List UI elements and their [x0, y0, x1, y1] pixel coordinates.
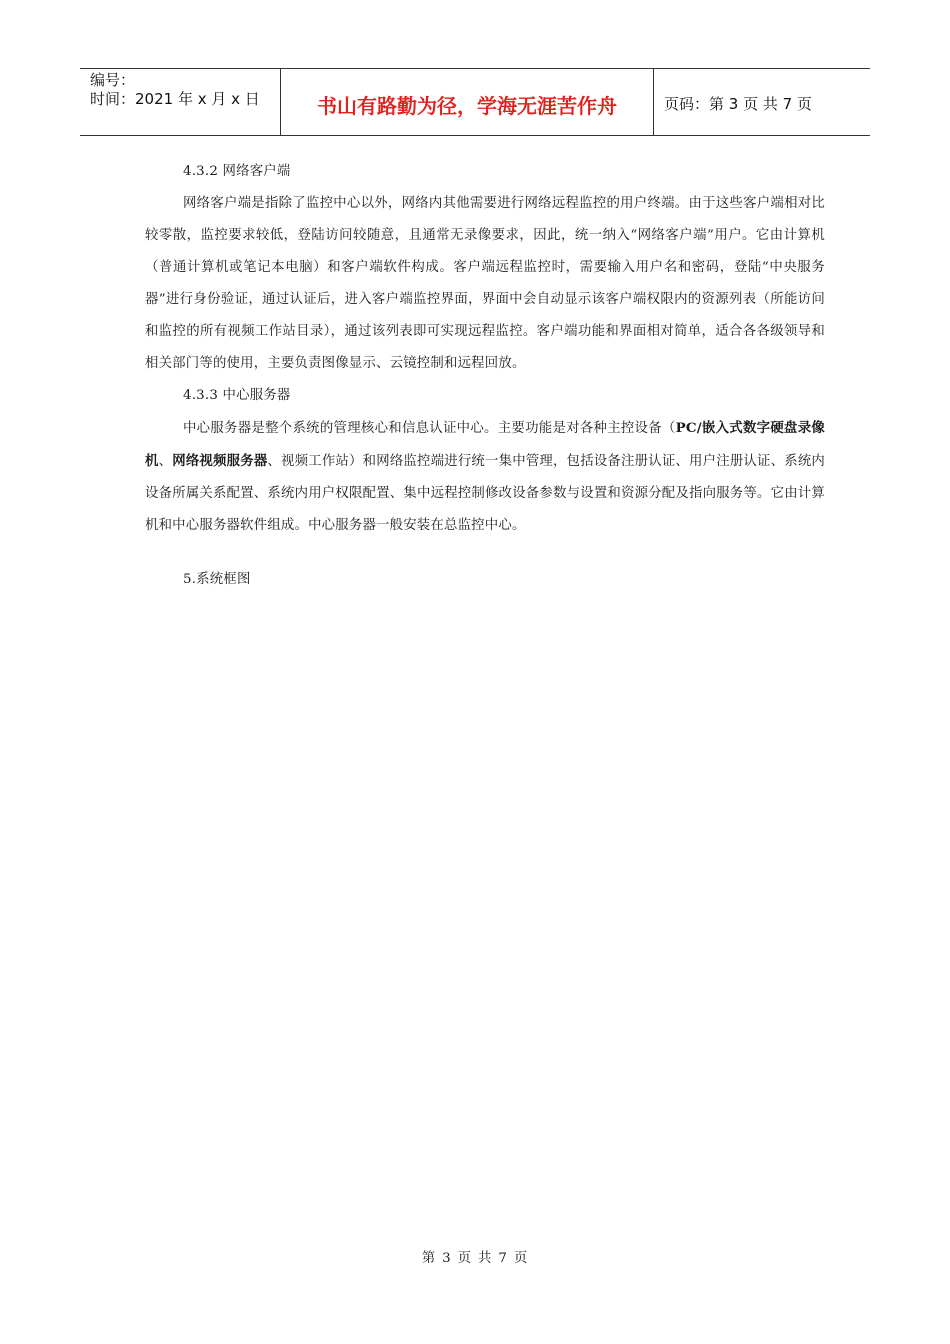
section-heading-5: 5.系统框图 — [183, 572, 251, 587]
section-heading-4-3-3: 4.3.3 中心服务器 — [183, 388, 291, 403]
page-header — [80, 68, 870, 136]
document-body — [145, 156, 825, 596]
section-spacer — [145, 542, 825, 564]
footer-page-word: 第 — [421, 1251, 437, 1266]
paragraph-text: 、视频工作站）和网络监控端进行统一集中管理，包括设备注册认证、用户注册认证、系统内设备所属关系配置、系统内用户权限配置、集中远程控制修改设备参数与设置和资源分配及指向服务等。它由计算机和中心服务器软件组成。中心服务器一般安装在总监控中心。 — [145, 454, 826, 533]
paragraph-text: 、 — [158, 454, 173, 469]
number-label: 编号： — [90, 71, 136, 89]
header-page-info: 页码：第 3 页 共 7 页 — [664, 95, 812, 113]
section-heading-4-3-2: 4.3.2 网络客户端 — [183, 164, 291, 179]
section-paragraph-4-3-3 — [145, 412, 825, 542]
header-motto: 书山有路勤为径，学海无涯苦作舟 — [281, 69, 654, 135]
bold-term-dvr: PC/嵌入式数字硬盘录像机 — [145, 420, 825, 469]
section-paragraph-4-3-2: 网络客户端是指除了监控中心以外，网络内其他需要进行网络远程监控的用户终端。由于这些客户端相对比较零散，监控要求较低，登陆访问较随意，且通常无录像要求，因此，统一纳入“网络客户端”用户。它由计算机（普通计算机或笔记本电脑）和客户端软件构成。客户端远程监控时，需要输入用户名和密码，登陆“中央服务器”进行身份验证，通过认证后，进入客户端监控界面，界面中会自动显示该客户端权限内的资源列表（所能访问和监控的所有视频工作站目录），通过该列表即可实现远程监控。客户端功能和界面相对简单，适合各各级领导和相关部门等的使用，主要负责图像显示、云镜控制和远程回放。 — [145, 196, 825, 371]
footer-total-word: 共 — [478, 1251, 493, 1266]
footer-total-number: 7 — [498, 1251, 508, 1266]
footer-page-unit: 页 — [457, 1251, 472, 1266]
footer-page-number: 3 — [442, 1251, 452, 1266]
page-footer — [0, 1247, 950, 1266]
paragraph-text: 中心服务器是整个系统的管理核心和信息认证中心。主要功能是对各种主控设备（ — [183, 421, 676, 436]
footer-total-unit: 页 — [513, 1251, 529, 1266]
bold-term-video-server: 网络视频服务器 — [172, 453, 268, 469]
date-label: 时间：2021 年 x 月 x 日 — [90, 90, 260, 108]
header-meta — [80, 69, 281, 135]
